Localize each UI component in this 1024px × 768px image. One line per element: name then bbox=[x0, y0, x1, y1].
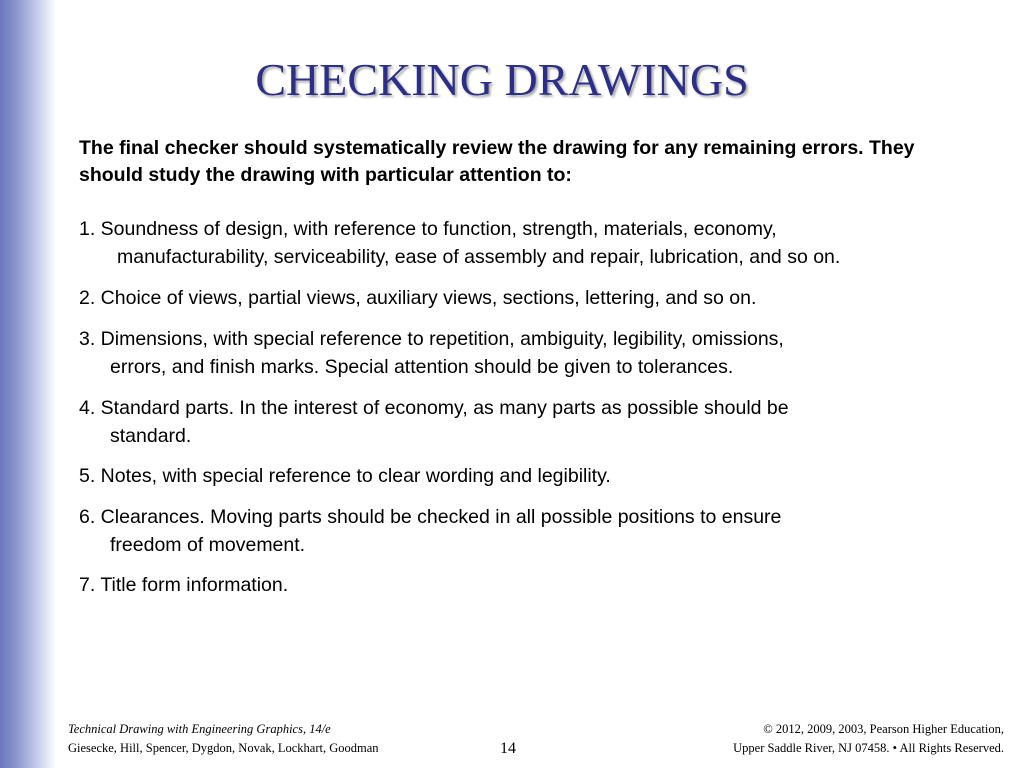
slide-title bbox=[0, 52, 1024, 108]
left-gradient-bar bbox=[0, 0, 56, 768]
list-item-4 bbox=[79, 395, 979, 450]
slide-title-text: CHECKING DRAWINGS bbox=[255, 54, 749, 105]
list-item-5 bbox=[79, 463, 979, 491]
list-item-2 bbox=[79, 285, 979, 313]
list-item-3-line1: 3. Dimensions, with special reference to repetition, ambiguity, legibility, omissions, bbox=[79, 328, 784, 350]
list-item-4-line2: standard. bbox=[110, 424, 192, 447]
list-item-1 bbox=[79, 216, 979, 271]
list-item-2-line1: 2. Choice of views, partial views, auxiliary views, sections, lettering, and so on. bbox=[79, 287, 757, 309]
footer-book-info bbox=[68, 720, 379, 758]
footer-copyright-line1: © 2012, 2009, 2003, Pearson Higher Education, bbox=[763, 722, 1004, 736]
list-item-3 bbox=[79, 326, 979, 381]
page-number: 14 bbox=[500, 740, 516, 757]
list-item-3-line2: errors, and finish marks. Special attention should be given to tolerances. bbox=[110, 355, 734, 378]
list-item-6-line1: 6. Clearances. Moving parts should be checked in all possible positions to ensure bbox=[79, 506, 782, 528]
footer-authors: Giesecke, Hill, Spencer, Dygdon, Novak, Lockhart, Goodman bbox=[68, 741, 379, 755]
intro-paragraph: The final checker should systematically review the drawing for any remaining errors. They should study the drawing with particular attention to: bbox=[79, 137, 915, 186]
footer-copyright bbox=[733, 720, 1004, 758]
footer-copyright-line2: Upper Saddle River, NJ 07458. • All Rights Reserved. bbox=[733, 741, 1004, 755]
list-item-6 bbox=[79, 504, 979, 559]
list-item-7 bbox=[79, 572, 979, 600]
list-item-4-line1: 4. Standard parts. In the interest of economy, as many parts as possible should be bbox=[79, 397, 789, 419]
footer-book-title: Technical Drawing with Engineering Graphics, 14/e bbox=[68, 722, 331, 736]
list-item-7-line1: 7. Title form information. bbox=[79, 574, 289, 596]
list-item-6-line2: freedom of movement. bbox=[110, 533, 306, 556]
list-item-1-line2: manufacturability, serviceability, ease of assembly and repair, lubrication, and so on. bbox=[117, 245, 841, 268]
list-item-5-line1: 5. Notes, with special reference to clear wording and legibility. bbox=[79, 465, 611, 487]
list-item-1-line1: 1. Soundness of design, with reference to function, strength, materials, economy, bbox=[79, 218, 777, 240]
